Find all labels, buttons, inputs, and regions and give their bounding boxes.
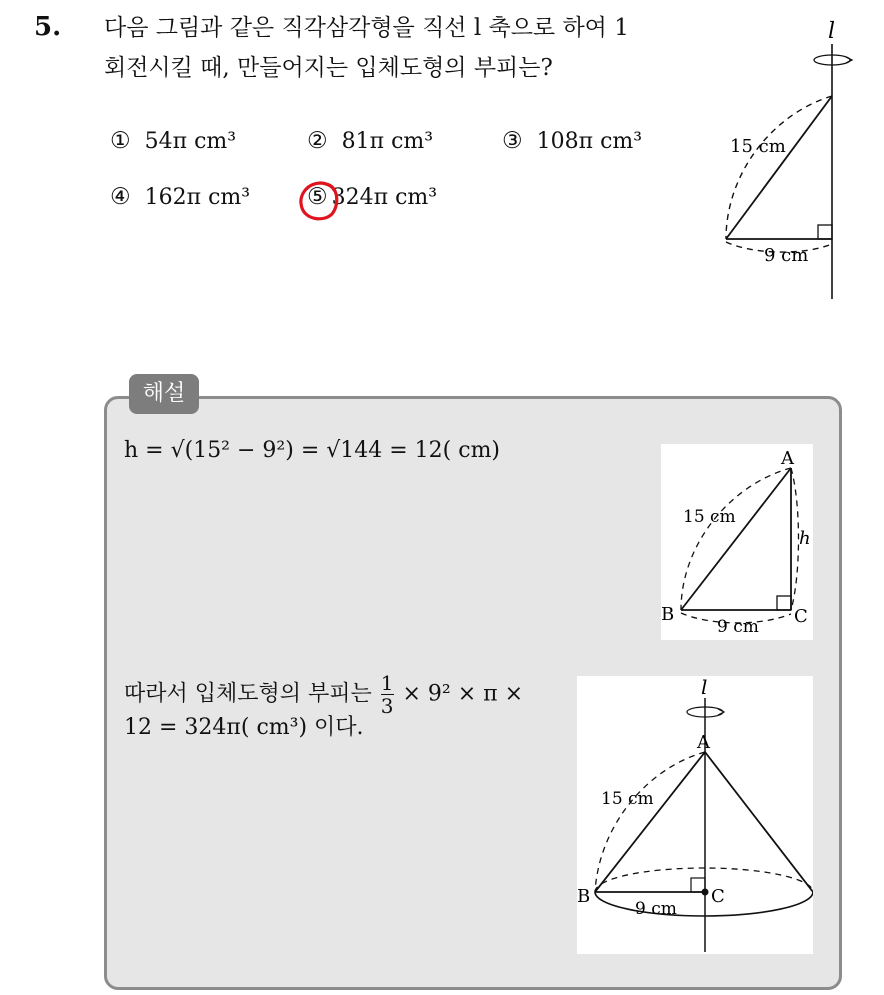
explanation-text1-math: × 9² × π × bbox=[402, 681, 524, 707]
choice-2-text: 81π cm³ bbox=[341, 129, 434, 154]
choice-2[interactable] bbox=[307, 128, 433, 154]
fraction bbox=[381, 672, 394, 717]
explanation-triangle-figure bbox=[661, 444, 813, 640]
fraction-numerator: 1 bbox=[380, 671, 394, 695]
choice-1-number: ① bbox=[110, 128, 131, 154]
fig2-axis-label: l bbox=[701, 676, 708, 699]
choice-4-number: ④ bbox=[110, 184, 131, 210]
choice-2-number: ② bbox=[307, 128, 328, 154]
fig1-label-A: A bbox=[781, 448, 794, 469]
question-number: 5. bbox=[34, 12, 62, 42]
fig2-label-B: B bbox=[577, 886, 591, 907]
explanation-text1: 따라서 입체도형의 부피는 bbox=[124, 681, 372, 707]
choice-1[interactable] bbox=[110, 128, 236, 154]
fig2-hyp-label: 15 cm bbox=[601, 789, 654, 809]
question-figure bbox=[712, 14, 862, 304]
formula-h: h = √(15² − 9²) = √144 = 12( cm) bbox=[124, 438, 501, 463]
fig1-h-label: h bbox=[799, 528, 811, 549]
fraction-denominator: 3 bbox=[380, 694, 394, 718]
choice-3-number: ③ bbox=[502, 128, 523, 154]
choice-4-text: 162π cm³ bbox=[144, 185, 251, 210]
fig2-label-A: A bbox=[697, 732, 710, 753]
fig2-label-C: C bbox=[711, 886, 725, 907]
answer-circle-mark bbox=[296, 178, 344, 224]
explanation-text-line2: 12 = 324π( cm³) 이다. bbox=[124, 715, 364, 740]
choice-5-text: 324π cm³ bbox=[331, 185, 438, 210]
choice-3[interactable] bbox=[502, 128, 642, 154]
choice-1-text: 54π cm³ bbox=[144, 129, 237, 154]
fig2-base-label: 9 cm bbox=[635, 899, 677, 919]
fig1-hyp-label: 15 cm bbox=[683, 507, 736, 527]
explanation-cone-figure bbox=[577, 676, 813, 954]
question-text-line2: 회전시킬 때, 만들어지는 입체도형의 부피는? bbox=[104, 55, 553, 81]
choice-3-text: 108π cm³ bbox=[536, 129, 643, 154]
fig1-label-C: C bbox=[794, 606, 808, 627]
fig1-base-label: 9 cm bbox=[717, 617, 759, 637]
choice-4[interactable] bbox=[110, 184, 250, 210]
question-text-line1: 다음 그림과 같은 직각삼각형을 직선 l 축으로 하여 1 bbox=[104, 15, 629, 41]
base-label: 9 cm bbox=[764, 245, 809, 266]
explanation-badge: 해설 bbox=[129, 374, 199, 414]
choice-5-number: ⑤ bbox=[307, 184, 328, 210]
fig1-label-B: B bbox=[661, 604, 675, 625]
axis-label: l bbox=[828, 19, 836, 44]
hyp-label: 15 cm bbox=[730, 136, 786, 157]
